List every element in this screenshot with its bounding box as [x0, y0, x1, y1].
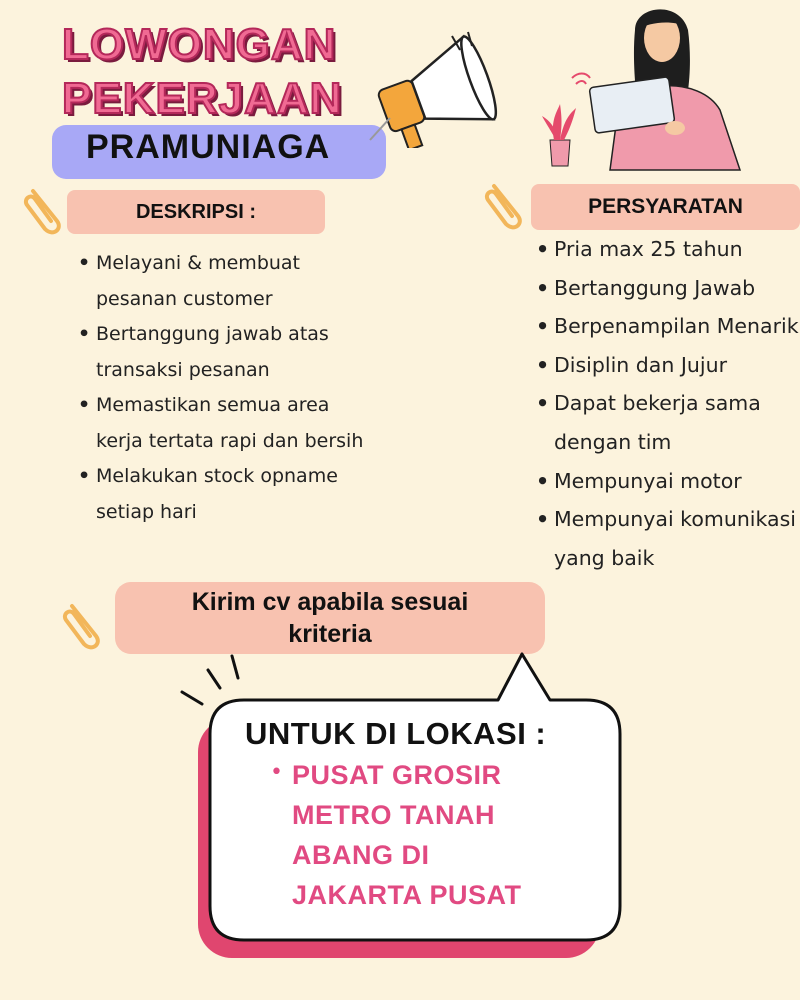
location-heading: UNTUK DI LOKASI : — [245, 716, 547, 751]
location-line: JAKARTA PUSAT — [292, 880, 522, 910]
requirement-line: Mempunyai motor — [554, 468, 742, 493]
requirement-line: Bertanggung Jawab — [554, 275, 756, 300]
title-line-1: LOWONGAN — [62, 20, 337, 69]
location-bullet: • — [270, 760, 283, 785]
location-address — [292, 755, 522, 915]
requirement-line: dengan tim — [554, 429, 672, 454]
requirement-line: Dapat bekerja sama — [554, 391, 761, 416]
requirement-line: Mempunyai komunikasi — [554, 507, 796, 532]
description-line: Melakukan stock opname — [96, 465, 338, 487]
location-line: PUSAT GROSIR — [292, 760, 502, 790]
description-line: kerja tertata rapi dan bersih — [96, 429, 364, 452]
requirements-heading: PERSYARATAN — [531, 184, 800, 230]
title-line-2: PEKERJAAN — [62, 74, 343, 123]
job-title: PRAMUNIAGA — [86, 128, 331, 166]
description-line: setiap hari — [96, 500, 197, 523]
send-cv-line: Kirim cv apabila sesuai — [191, 588, 469, 616]
requirement-line: Disiplin dan Jujur — [554, 352, 728, 377]
requirement-line: yang baik — [554, 545, 655, 570]
description-heading: DESKRIPSI : — [67, 190, 325, 234]
description-line: transaksi pesanan — [96, 358, 270, 381]
location-line: ABANG DI — [292, 840, 430, 870]
description-line: pesanan customer — [96, 287, 273, 310]
requirement-line: Pria max 25 tahun — [554, 237, 743, 261]
description-line: Bertanggung jawab atas — [96, 323, 329, 345]
requirement-line: Berpenampilan Menarik — [554, 314, 799, 339]
description-line: Memastikan semua area — [96, 394, 330, 416]
send-cv-line: kriteria — [288, 620, 372, 648]
location-line: METRO TANAH — [292, 800, 495, 830]
description-line: Melayani & membuat — [96, 252, 301, 274]
